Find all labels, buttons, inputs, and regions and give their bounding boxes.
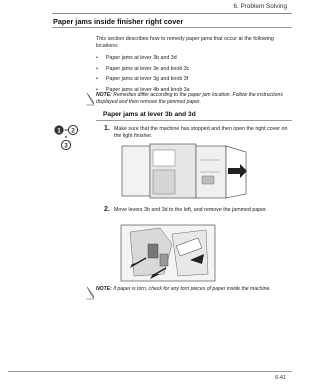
note-label: NOTE: xyxy=(96,92,112,98)
list-item: • Paper jams at lever 3b and 3d xyxy=(96,53,292,64)
finisher-cover-illustration xyxy=(120,142,252,200)
section-title: Paper jams inside finisher right cover xyxy=(53,17,184,26)
location-badge xyxy=(54,123,80,151)
pencil-note-icon xyxy=(86,286,95,300)
subsection-title: Paper jams at lever 3b and 3d xyxy=(103,111,196,118)
lever-jam-illustration xyxy=(120,224,216,282)
header-rule xyxy=(52,13,292,14)
page-number: 6-41 xyxy=(274,375,286,381)
list-item: • Paper jams at lever 3e and knob 3c xyxy=(96,64,292,75)
pencil-note-icon xyxy=(86,92,95,106)
badge-to: 2 xyxy=(71,127,75,135)
list-item: • Paper jams at lever 4b and knob 3a xyxy=(96,85,292,96)
footer-rule xyxy=(8,371,292,372)
note-body: Remedies differ according to the paper jam location. Follow the instructions displayed and then remove the jammed paper. xyxy=(96,92,283,105)
step-number: 1. xyxy=(104,125,110,132)
note-label: NOTE: xyxy=(96,286,112,292)
list-item: • Paper jams at lever 3g and knob 3f xyxy=(96,74,292,85)
note-text xyxy=(96,286,292,293)
note-text xyxy=(96,92,292,105)
badge-from: 1 xyxy=(57,127,61,135)
step-text: Make sure that the machine has stopped and then open the right cover on the light finisher. xyxy=(114,126,288,139)
subsection-rule xyxy=(96,120,292,121)
badge-next: 3 xyxy=(64,142,68,150)
title-rule xyxy=(52,27,292,28)
chapter-header: 6. Problem Solving xyxy=(233,3,287,10)
step-text: Move levers 3b and 3d to the left, and remove the jammed paper. xyxy=(114,207,268,213)
intro-text: This section describes how to remedy paper jams that occur at the following locations: xyxy=(96,36,274,50)
note-body: If paper is torn, check for any torn pieces of paper inside the machine. xyxy=(111,286,271,292)
jam-location-list xyxy=(96,53,292,95)
step-number: 2. xyxy=(104,206,110,213)
